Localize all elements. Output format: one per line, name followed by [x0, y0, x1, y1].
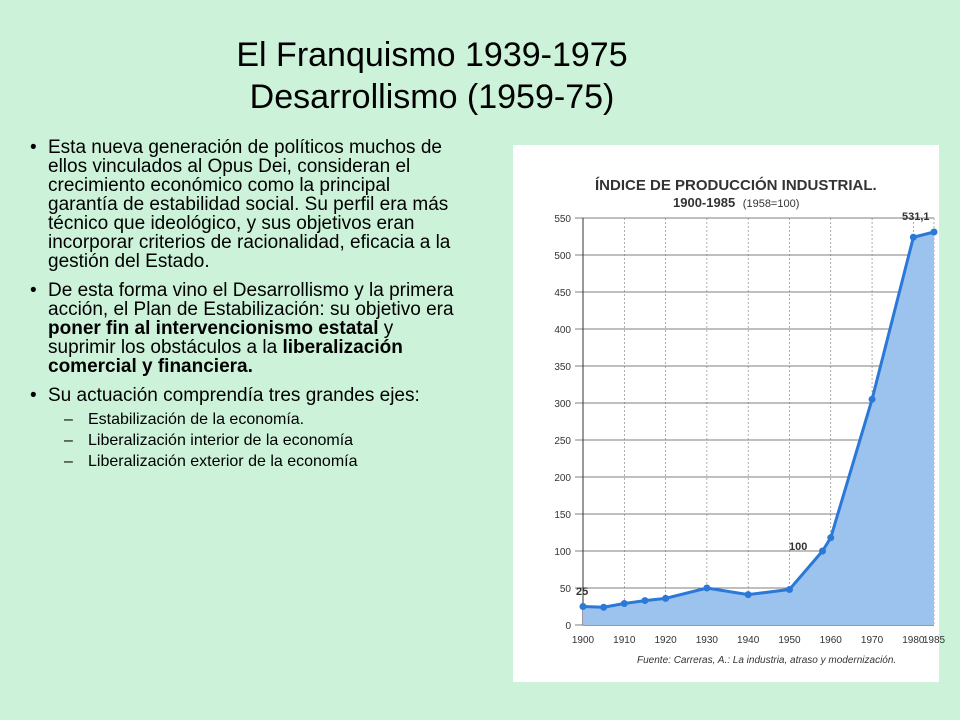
subitem-3 [30, 453, 465, 470]
chart-subtitle-years: 1900-1985 [673, 195, 736, 210]
data-point-1958 [819, 548, 826, 555]
x-tick-1985: 1985 [922, 635, 946, 646]
chart-svg [513, 145, 946, 682]
data-point-1985 [931, 228, 938, 235]
subitem-2 [30, 432, 465, 449]
dash-2: – [64, 432, 73, 449]
bullet-2-mid: y suprimir los obstáculos a la [48, 318, 394, 358]
dash-3: – [64, 453, 73, 470]
y-tick-labels [554, 214, 571, 632]
data-point-1980 [910, 234, 917, 241]
slide-title-line1: El Franquismo 1939-1975 [236, 36, 628, 74]
data-point-1970 [869, 396, 876, 403]
x-tick-1900: 1900 [571, 635, 595, 646]
dash-1: – [64, 411, 73, 428]
subitem-1 [30, 411, 465, 428]
data-point-1910 [621, 600, 628, 607]
chart-source: Fuente: Carreras, A.: La industria, atraso y modernización. [637, 655, 897, 666]
data-point-1920 [662, 595, 669, 602]
annotation-mid: 100 [789, 541, 808, 553]
y-tick-550: 550 [554, 214, 571, 225]
x-tick-labels [572, 635, 946, 646]
subitem-1-text: Estabilización de la economía. [88, 411, 305, 428]
y-tick-150: 150 [554, 510, 571, 521]
bullet-2-bold-2: liberalización comercial y financiera. [48, 337, 403, 377]
data-point-1905 [600, 604, 607, 611]
y-tick-0: 0 [565, 621, 571, 632]
subitem-2-text: Liberalización interior de la economía [88, 432, 354, 449]
chart-subtitle-base: (1958=100) [742, 198, 800, 210]
data-point-1900 [580, 603, 587, 610]
data-point-1930 [703, 585, 710, 592]
data-point-1915 [641, 597, 648, 604]
slide-title [0, 34, 864, 118]
bullet-2-bold-1: poner fin al intervencionismo estatal [48, 318, 379, 339]
y-tick-200: 200 [554, 473, 571, 484]
y-tick-250: 250 [554, 436, 571, 447]
data-point-1940 [745, 591, 752, 598]
bullet-2-text: De esta forma vino el Desarrollismo y la primera acción, el Plan de Estabilización: su objetivo era [48, 280, 454, 320]
y-tick-350: 350 [554, 362, 571, 373]
bullet-list [30, 138, 465, 474]
x-tick-1910: 1910 [613, 635, 636, 646]
subitem-3-text: Liberalización exterior de la economía [88, 453, 358, 470]
y-tick-450: 450 [554, 288, 571, 299]
x-tick-1980: 1980 [902, 635, 925, 646]
x-tick-1950: 1950 [778, 635, 801, 646]
slide-title-line2: Desarrollismo (1959-75) [249, 78, 615, 116]
x-tick-1940: 1940 [737, 635, 760, 646]
annotation-first: 25 [576, 586, 589, 598]
data-point-1960 [827, 534, 834, 541]
data-point-1950 [786, 586, 793, 593]
bullet-3: • Su actuación comprendía tres grandes ejes: [30, 386, 465, 405]
y-tick-400: 400 [554, 325, 571, 336]
x-tick-1920: 1920 [654, 635, 677, 646]
industrial-production-chart [513, 145, 946, 682]
annotation-last: 531,1 [902, 211, 930, 223]
bullet-2 [30, 281, 465, 376]
y-tick-50: 50 [559, 584, 571, 595]
x-tick-1960: 1960 [819, 635, 842, 646]
bullet-1: • Esta nueva generación de políticos muchos de ellos vinculados al Opus Dei, consideran el crecimiento económico como la principal garantía de estabilidad social. Su perfil era más técnico que ideológico, y sus objetivos eran incorporar criterios de racionalidad, eficacia a la gestión del Estado. [30, 138, 465, 271]
y-tick-500: 500 [554, 251, 571, 262]
area-fill [583, 232, 934, 625]
chart-subtitle [673, 195, 799, 210]
x-tick-1970: 1970 [860, 635, 884, 646]
y-tick-300: 300 [554, 399, 571, 410]
x-tick-1930: 1930 [695, 635, 719, 646]
chart-area-layer [583, 232, 934, 625]
chart-title: ÍNDICE DE PRODUCCIÓN INDUSTRIAL. [595, 177, 877, 194]
y-tick-100: 100 [554, 547, 571, 558]
